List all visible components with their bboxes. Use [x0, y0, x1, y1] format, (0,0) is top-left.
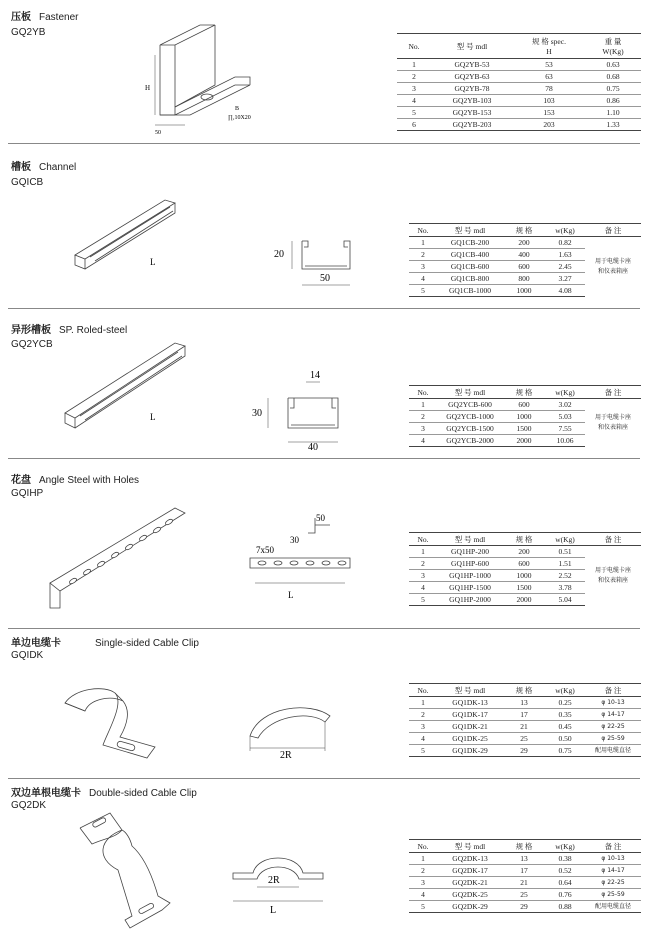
table-cell: 4.08	[545, 285, 585, 297]
table-cell: GQ2YB-203	[431, 119, 513, 131]
dim-top: 14	[310, 370, 320, 381]
table-cell: 600	[503, 261, 545, 273]
section-roled-steel	[0, 308, 650, 458]
table-row	[409, 877, 641, 889]
table-cell: 0.45	[545, 721, 585, 733]
table-cell: GQ1DK-21	[437, 721, 503, 733]
table-row	[409, 865, 641, 877]
table-cell: GQ2DK-17	[437, 865, 503, 877]
table-cell: 3	[409, 570, 437, 582]
table-header	[409, 386, 641, 399]
col-no: No.	[409, 386, 437, 399]
dim-width: 50	[155, 130, 161, 136]
table-cell: 3.78	[545, 582, 585, 594]
table-cell: GQ1HP-600	[437, 558, 503, 570]
table-cell: 25	[503, 889, 545, 901]
table-cell: 3	[397, 83, 431, 95]
table-cell: 0.68	[585, 71, 641, 83]
table-cell: 4	[409, 733, 437, 745]
col-model: 型 号 mdl	[437, 224, 503, 237]
table-cell: GQ1HP-2000	[437, 594, 503, 606]
spec-table	[409, 223, 641, 297]
col-model: 型 号 mdl	[437, 533, 503, 546]
note-line: 用于电缆卡座	[594, 257, 631, 265]
dim-length: L	[150, 412, 156, 422]
table-row	[409, 399, 641, 411]
title-en: SP. Roled-steel	[59, 325, 128, 336]
table-cell: 0.82	[545, 237, 585, 249]
table-cell: 1	[397, 59, 431, 71]
table-cell: φ 10-13	[585, 697, 641, 709]
table-cell: φ 22-25	[585, 877, 641, 889]
fastener-drawing	[140, 15, 270, 135]
table-cell: GQ2YB-78	[431, 83, 513, 95]
table-cell: 1500	[503, 582, 545, 594]
table-cell: 600	[503, 399, 545, 411]
table-cell: 25	[503, 733, 545, 745]
dim-length: L	[288, 590, 294, 600]
table-cell: 4	[409, 889, 437, 901]
table-cell: 7.55	[545, 423, 585, 435]
table-cell: GQ2YCB-600	[437, 399, 503, 411]
col-spec: 规 格	[503, 533, 545, 546]
table-cell: GQ2DK-21	[437, 877, 503, 889]
col-model: 型 号 mdl	[437, 840, 503, 853]
table-cell: 13	[503, 697, 545, 709]
table-note	[585, 237, 641, 297]
col-note: 备 注	[585, 224, 641, 237]
table-row	[409, 546, 641, 558]
table-cell: 3.27	[545, 273, 585, 285]
title-cn: 双边单根电缆卡	[11, 788, 81, 799]
angle-steel-drawing	[45, 503, 195, 613]
table-cell: 1.63	[545, 249, 585, 261]
note-line: 用于电缆卡座	[594, 566, 631, 574]
table-cell: 2.45	[545, 261, 585, 273]
table-note	[585, 399, 641, 447]
table-cell: 5	[409, 594, 437, 606]
section-angle-steel	[0, 458, 650, 628]
table-cell: 5.03	[545, 411, 585, 423]
table-cell: 3.02	[545, 399, 585, 411]
section-title	[11, 8, 78, 23]
title-en: Single-sided Cable Clip	[95, 638, 199, 649]
table-header	[397, 34, 641, 59]
table-cell: 200	[503, 546, 545, 558]
double-clip-section	[228, 843, 338, 918]
table-row	[409, 237, 641, 249]
col-no: No.	[409, 533, 437, 546]
note-line: 用于电缆卡座	[594, 413, 631, 421]
table-cell: GQ1HP-1000	[437, 570, 503, 582]
table-cell: GQ1DK-17	[437, 709, 503, 721]
col-weight: 重 量 W(Kg)	[585, 34, 641, 59]
table-cell: GQ1DK-29	[437, 745, 503, 757]
table-row	[397, 119, 641, 131]
table-cell: 2	[409, 558, 437, 570]
table-cell: GQ2DK-25	[437, 889, 503, 901]
table-cell: 800	[503, 273, 545, 285]
table-cell: 0.52	[545, 865, 585, 877]
table-cell: GQ1CB-800	[437, 273, 503, 285]
table-cell: GQ1HP-200	[437, 546, 503, 558]
table-cell: 0.76	[545, 889, 585, 901]
table-cell: 0.51	[545, 546, 585, 558]
note-line: 和仪表箱座	[597, 423, 628, 431]
col-note: 备 注	[585, 533, 641, 546]
table-cell: 153	[513, 107, 585, 119]
table-row	[409, 889, 641, 901]
table-header	[409, 684, 641, 697]
title-en: Angle Steel with Holes	[39, 475, 140, 486]
table-cell: 6	[397, 119, 431, 131]
table-cell: 21	[503, 877, 545, 889]
title-cn: 单边电缆卡	[11, 638, 61, 649]
table-cell: 78	[513, 83, 585, 95]
table-cell: φ 14-17	[585, 709, 641, 721]
col-model: 型 号 mdl	[437, 684, 503, 697]
spec-table	[397, 33, 641, 131]
table-cell: 2	[409, 865, 437, 877]
table-cell: 17	[503, 865, 545, 877]
roled-steel-section	[248, 368, 348, 453]
table-cell: 3	[409, 423, 437, 435]
table-cell: 配用电缆直径	[585, 901, 641, 913]
dim-width: 50	[320, 273, 330, 284]
table-cell: 1000	[503, 411, 545, 423]
table-cell: 600	[503, 558, 545, 570]
section-title	[11, 634, 199, 649]
table-cell: GQ1DK-25	[437, 733, 503, 745]
col-weight: w(Kg)	[545, 386, 585, 399]
table-row	[397, 107, 641, 119]
table-cell: 5	[409, 285, 437, 297]
table-cell: GQ2YCB-2000	[437, 435, 503, 447]
table-cell: 0.25	[545, 697, 585, 709]
dim-leg: 30	[290, 535, 299, 545]
roled-steel-drawing	[60, 338, 200, 438]
table-cell: 2.52	[545, 570, 585, 582]
table-cell: GQ2YB-103	[431, 95, 513, 107]
table-cell: φ 25-59	[585, 889, 641, 901]
col-weight: w(Kg)	[545, 224, 585, 237]
col-model: 型 号 mdl	[437, 386, 503, 399]
table-cell: 5	[397, 107, 431, 119]
table-cell: 0.64	[545, 877, 585, 889]
dim-slot: ∏,10X20	[228, 115, 251, 121]
title-cn: 压板	[11, 12, 31, 23]
dim-width: 40	[308, 442, 318, 453]
table-row	[409, 745, 641, 757]
table-cell: 3	[409, 877, 437, 889]
col-spec: 规 格	[503, 386, 545, 399]
table-cell: 2	[409, 709, 437, 721]
dim-diameter: 2R	[280, 750, 292, 761]
table-cell: GQ1CB-200	[437, 237, 503, 249]
table-cell: 1	[409, 237, 437, 249]
table-cell: 1.51	[545, 558, 585, 570]
table-cell: 配用电缆直径	[585, 745, 641, 757]
table-cell: 200	[503, 237, 545, 249]
dim-flange: 50	[316, 513, 325, 523]
double-clip-drawing	[70, 808, 190, 928]
table-cell: 2	[409, 249, 437, 261]
col-no: No.	[397, 34, 431, 59]
col-model: 型 号 mdl	[431, 34, 513, 59]
dim-height: 20	[274, 249, 284, 260]
table-cell: 1000	[503, 285, 545, 297]
table-cell: GQ2YB-63	[431, 71, 513, 83]
spec-table	[409, 532, 641, 606]
section-fastener	[0, 0, 650, 143]
table-cell: GQ1CB-600	[437, 261, 503, 273]
table-cell: 1500	[503, 423, 545, 435]
col-note: 备 注	[585, 684, 641, 697]
table-cell: 0.63	[585, 59, 641, 71]
product-code: GQ2DK	[11, 800, 47, 811]
table-header	[409, 533, 641, 546]
single-clip-section	[240, 696, 340, 766]
table-cell: 1000	[503, 570, 545, 582]
table-cell: 203	[513, 119, 585, 131]
table-cell: 4	[409, 273, 437, 285]
table-cell: 17	[503, 709, 545, 721]
title-cn: 花盘	[11, 475, 31, 486]
table-cell: 0.35	[545, 709, 585, 721]
table-cell: 0.88	[545, 901, 585, 913]
table-cell: 5.04	[545, 594, 585, 606]
table-cell: 53	[513, 59, 585, 71]
table-cell: 2000	[503, 435, 545, 447]
angle-steel-section	[250, 513, 360, 603]
table-cell: φ 10-13	[585, 853, 641, 865]
col-no: No.	[409, 840, 437, 853]
table-row	[397, 83, 641, 95]
section-single-clip	[0, 628, 650, 778]
table-note	[585, 546, 641, 606]
dim-height: 30	[252, 408, 262, 419]
table-cell: GQ2YB-53	[431, 59, 513, 71]
table-cell: 3	[409, 261, 437, 273]
table-cell: GQ1CB-400	[437, 249, 503, 261]
section-title	[11, 321, 127, 336]
single-clip-drawing	[55, 683, 165, 773]
col-note: 备 注	[585, 840, 641, 853]
table-row	[409, 697, 641, 709]
table-cell: 21	[503, 721, 545, 733]
table-row	[409, 709, 641, 721]
table-cell: 0.38	[545, 853, 585, 865]
section-channel	[0, 143, 650, 308]
table-cell: 0.86	[585, 95, 641, 107]
col-weight: w(Kg)	[545, 684, 585, 697]
table-row	[397, 59, 641, 71]
channel-section	[272, 233, 362, 293]
table-cell: 0.50	[545, 733, 585, 745]
channel-drawing	[70, 195, 200, 275]
table-row	[397, 71, 641, 83]
table-cell: GQ2YCB-1500	[437, 423, 503, 435]
table-cell: 5	[409, 901, 437, 913]
dim-b: B	[235, 106, 240, 112]
table-cell: 4	[409, 582, 437, 594]
table-header	[409, 224, 641, 237]
table-cell: 3	[409, 721, 437, 733]
table-cell: 1	[409, 546, 437, 558]
title-cn: 异形槽板	[11, 325, 51, 336]
col-spec: 规 格	[503, 684, 545, 697]
dim-h: H	[145, 84, 151, 92]
table-cell: 0.75	[545, 745, 585, 757]
table-cell: 1.33	[585, 119, 641, 131]
col-weight: w(Kg)	[545, 840, 585, 853]
col-spec: 规 格	[503, 840, 545, 853]
table-cell: GQ2YCB-1000	[437, 411, 503, 423]
col-no: No.	[409, 224, 437, 237]
table-row	[397, 95, 641, 107]
col-spec: 规 格 spec. H	[513, 34, 585, 59]
product-code: GQ2YCB	[11, 339, 53, 350]
title-en: Channel	[39, 162, 77, 173]
table-cell: φ 14-17	[585, 865, 641, 877]
table-cell: 5	[409, 745, 437, 757]
table-cell: GQ2DK-13	[437, 853, 503, 865]
table-row	[409, 733, 641, 745]
table-row	[409, 901, 641, 913]
dim-hole: 7x50	[256, 545, 274, 555]
table-cell: 1	[409, 697, 437, 709]
table-cell: 1	[409, 399, 437, 411]
table-cell: GQ2DK-29	[437, 901, 503, 913]
note-line: 和仪表箱座	[597, 576, 628, 584]
table-cell: 10.06	[545, 435, 585, 447]
col-no: No.	[409, 684, 437, 697]
table-cell: 29	[503, 901, 545, 913]
table-cell: GQ1HP-1500	[437, 582, 503, 594]
title-en: Double-sided Cable Clip	[89, 788, 197, 799]
table-cell: 0.75	[585, 83, 641, 95]
table-cell: 2	[397, 71, 431, 83]
spec-table	[409, 385, 641, 447]
table-row	[409, 853, 641, 865]
table-row	[409, 721, 641, 733]
table-cell: 63	[513, 71, 585, 83]
table-cell: 103	[513, 95, 585, 107]
section-double-clip	[0, 778, 650, 929]
table-header	[409, 840, 641, 853]
table-cell: GQ1DK-13	[437, 697, 503, 709]
table-cell: 2000	[503, 594, 545, 606]
table-cell: 1	[409, 853, 437, 865]
section-title	[11, 471, 139, 486]
dim-diameter: 2R	[268, 875, 280, 886]
note-line: 和仪表箱座	[597, 267, 628, 275]
table-cell: 13	[503, 853, 545, 865]
table-cell: 2	[409, 411, 437, 423]
table-cell: 400	[503, 249, 545, 261]
col-weight: w(Kg)	[545, 533, 585, 546]
spec-table	[409, 683, 641, 757]
product-code: GQ2YB	[11, 27, 46, 38]
spec-table	[409, 839, 641, 913]
table-cell: 4	[397, 95, 431, 107]
table-cell: 4	[409, 435, 437, 447]
col-spec: 规 格	[503, 224, 545, 237]
table-cell: 29	[503, 745, 545, 757]
table-cell: φ 25-59	[585, 733, 641, 745]
section-title	[11, 784, 197, 799]
title-en: Fastener	[39, 12, 79, 23]
product-code: GQIHP	[11, 488, 44, 499]
section-title	[11, 158, 76, 173]
title-cn: 槽板	[11, 162, 31, 173]
product-code: GQICB	[11, 177, 44, 188]
table-cell: φ 22-25	[585, 721, 641, 733]
table-cell: GQ1CB-1000	[437, 285, 503, 297]
dim-length: L	[150, 257, 156, 267]
col-note: 备 注	[585, 386, 641, 399]
dim-length: L	[270, 905, 277, 916]
product-code: GQIDK	[11, 650, 44, 661]
table-cell: GQ2YB-153	[431, 107, 513, 119]
table-cell: 1.10	[585, 107, 641, 119]
